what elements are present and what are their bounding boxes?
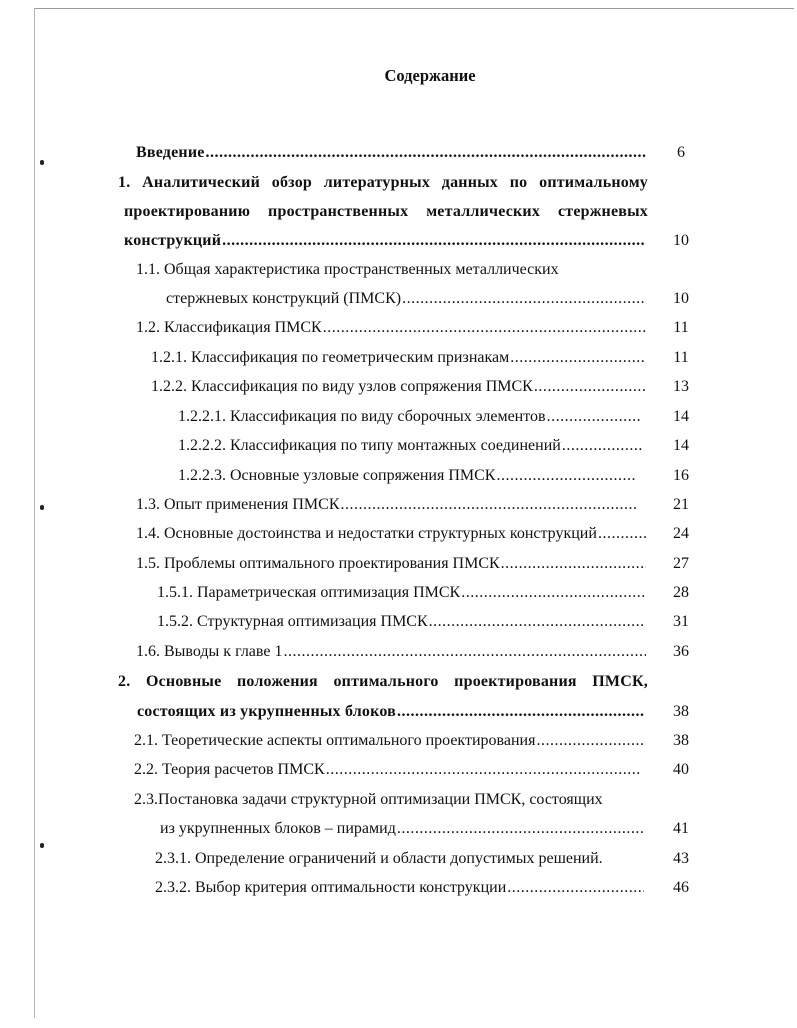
toc-entry-1-1-line-1: 1.1. Общая характеристика пространственных металлических: [136, 261, 559, 278]
toc-entry-1-5-1: [157, 578, 646, 607]
toc-entry-chapter-1-line-3: [124, 226, 646, 255]
toc-page-number: 43: [673, 850, 689, 867]
toc-entry-label: 1.2.1. Классификация по геометрическим признакам: [151, 349, 510, 366]
toc-entry-label: 2.3.2. Выбор критерия оптимальности конструкции: [155, 879, 507, 896]
toc-page-number: 14: [673, 408, 689, 425]
toc-entry-label: стержневых конструкций (ПМСК): [166, 290, 402, 307]
toc-entry-1-2-2: [151, 372, 646, 401]
toc-page-number: 36: [673, 643, 689, 660]
toc-entry-2-3-line-1: 2.3.Постановка задачи структурной оптимизации ПМСК, состоящих: [134, 791, 603, 808]
toc-entry-label: 1.5. Проблемы оптимального проектирования ПМСК: [136, 555, 500, 572]
toc-entry-1-1-line-2: [166, 284, 646, 313]
toc-entry-1-4: [136, 519, 648, 548]
scan-mark: [40, 505, 44, 510]
toc-entry-1-6: [136, 637, 646, 666]
toc-entry-chapter-1-line-2: проектированию пространственных металлических стержневых: [124, 203, 648, 220]
toc-entry-1-5: [136, 549, 646, 578]
toc-entry-2-3-line-2: [160, 814, 644, 843]
toc-entry-1-2-2-2: [178, 431, 642, 460]
toc-page-number: 46: [673, 879, 689, 896]
toc-entry-label: 1.4. Основные достоинства и недостатки структурных конструкций: [136, 525, 597, 542]
toc-page-number: 11: [673, 319, 689, 336]
toc-entry-2-3-2: [155, 873, 644, 902]
toc-page-number: 38: [673, 732, 689, 749]
toc-entry-label: 1.3. Опыт применения ПМСК: [136, 496, 340, 513]
scan-edge-left: [34, 8, 35, 1018]
toc-entry-label: конструкций: [124, 232, 222, 249]
toc-page-number: 31: [673, 613, 689, 630]
toc-entry-1-2-2-3: [178, 461, 636, 490]
toc-page-number: 21: [673, 496, 689, 513]
toc-entry-label: 1.5.2. Структурная оптимизация ПМСК: [157, 613, 428, 630]
page-title: Содержание: [384, 66, 476, 85]
toc-page-number: 16: [673, 467, 689, 484]
toc-entry-chapter-2-line-1: 2. Основные положения оптимального проектирования ПМСК,: [118, 673, 648, 690]
toc-page-number: 14: [673, 437, 689, 454]
toc-entry-1-3: [136, 490, 636, 519]
toc-page-number: 11: [673, 349, 689, 366]
toc-page-number: 38: [673, 703, 689, 720]
toc-entry-label: 1.5.1. Параметрическая оптимизация ПМСК: [157, 584, 461, 601]
toc-entry-label: 1.2.2.1. Классификация по виду сборочных элементов: [178, 408, 546, 425]
toc-entry-label: 1.2.2. Классификация по виду узлов сопряжения ПМСК: [151, 378, 533, 395]
toc-entry-1-2-2-1: [178, 402, 642, 431]
toc-entry-label: 1.6. Выводы к главе 1: [136, 643, 283, 660]
scan-mark: [40, 160, 44, 165]
toc-entry-label: 2.1. Теоретические аспекты оптимального проектирования: [134, 732, 536, 749]
toc-entry-chapter-1-line-1: 1. Аналитический обзор литературных данных по оптимальному: [118, 174, 648, 191]
toc-page-number: 13: [673, 378, 689, 395]
toc-entry-label: 2.2. Теория расчетов ПМСК: [134, 761, 325, 778]
toc-entry-2-1: [134, 726, 644, 755]
toc-entry-label: из укрупненных блоков – пирамид: [160, 820, 396, 837]
scan-mark: [40, 843, 44, 848]
toc-page-number: 24: [673, 525, 689, 542]
toc-entry-1-2-1: [151, 343, 646, 372]
scan-edge-top: [34, 8, 794, 9]
toc-page-number: 27: [673, 555, 689, 572]
toc-entry-chapter-2-line-2: [137, 697, 644, 726]
toc-entry-2-3-1: 2.3.1. Определение ограничений и области допустимых решений.: [155, 850, 603, 867]
toc-page-number: 28: [673, 584, 689, 601]
toc-entry-2-2: [134, 755, 640, 784]
toc-page-number: 6: [677, 144, 685, 161]
toc-entry-label: Введение: [136, 144, 205, 161]
toc-entry-label: 1.2.2.3. Основные узловые сопряжения ПМСК: [178, 467, 496, 484]
toc-entry-label: 1.2. Классификация ПМСК: [136, 319, 322, 336]
toc-page-number: 41: [673, 820, 689, 837]
toc-entry-label: 1.2.2.2. Классификация по типу монтажных соединений: [178, 437, 561, 454]
toc-page-number: 40: [673, 761, 689, 778]
toc-page-number: 10: [673, 290, 689, 307]
toc-page-number: 10: [673, 232, 689, 249]
toc-entry-1-2: [136, 313, 646, 342]
toc-entry-intro: [136, 138, 646, 167]
toc-entry-1-5-2: [157, 607, 644, 636]
toc-entry-label: состоящих из укрупненных блоков: [137, 703, 396, 720]
